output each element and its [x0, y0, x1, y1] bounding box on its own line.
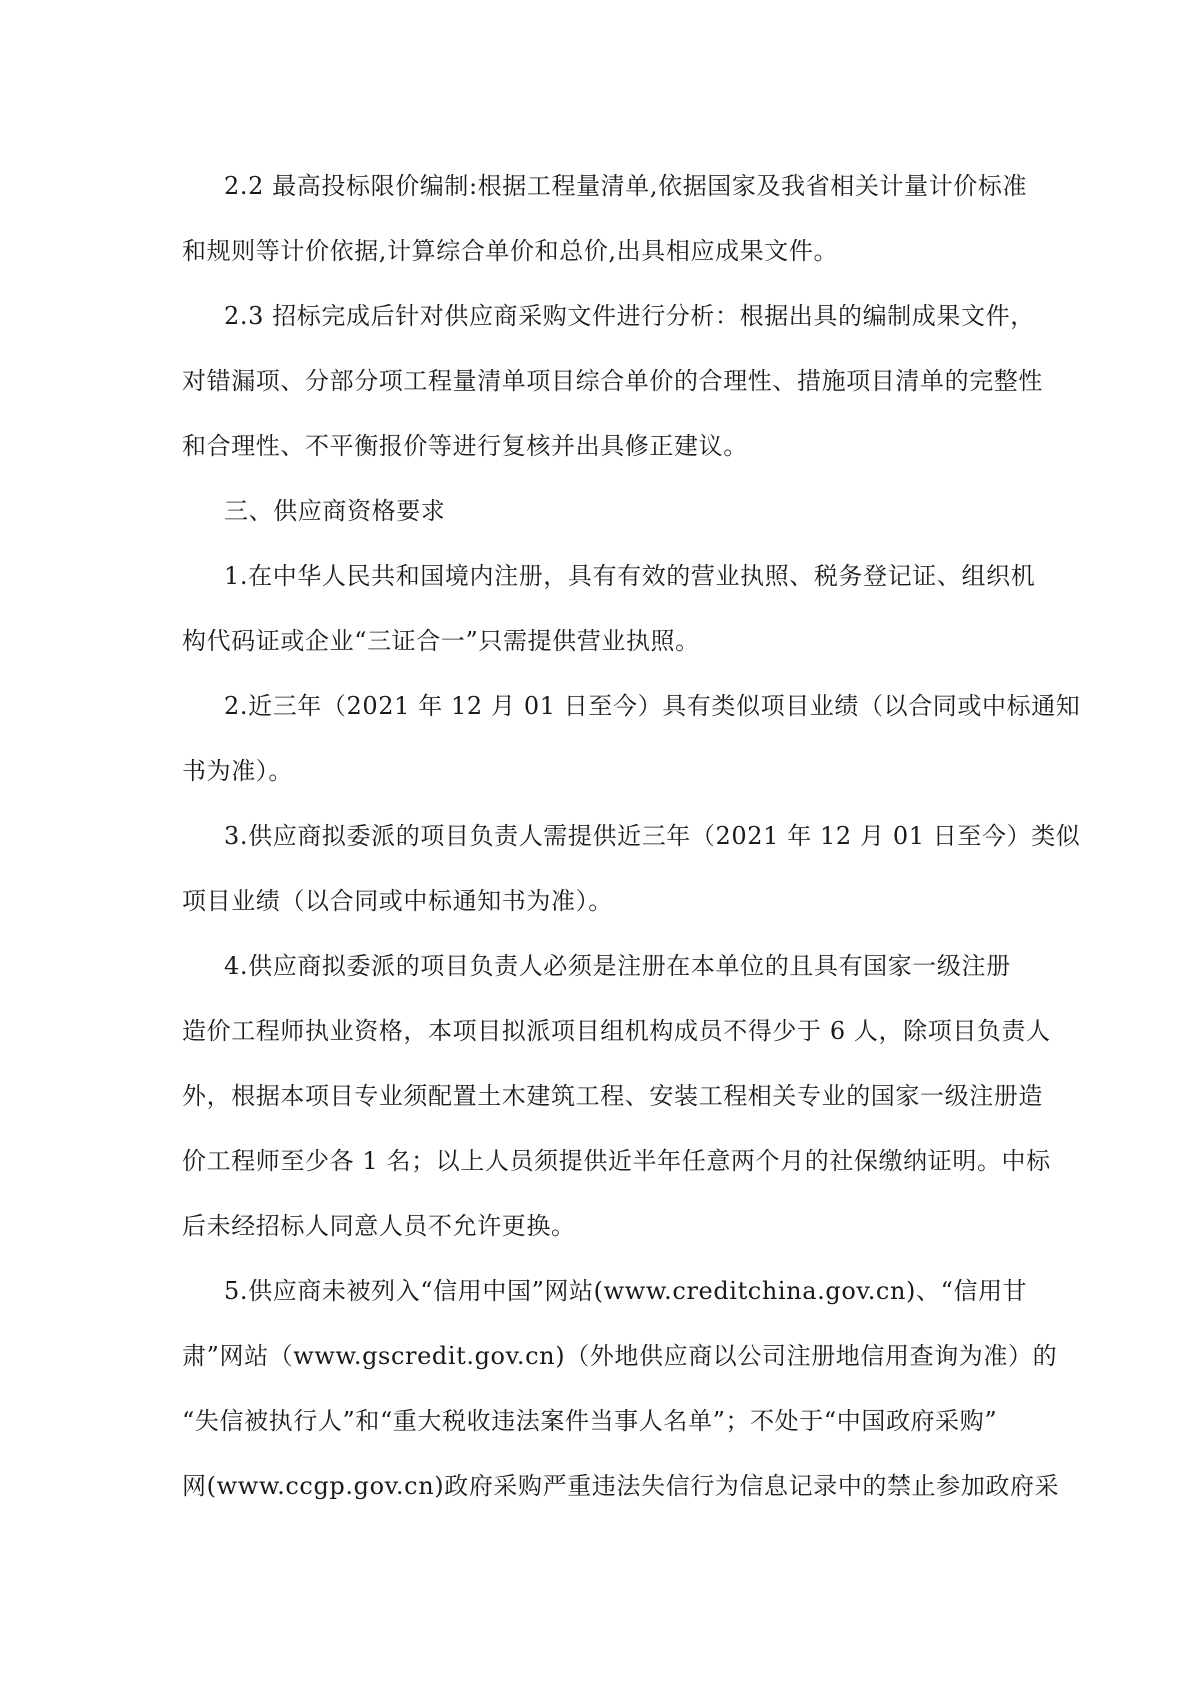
text-line: 构代码证或企业“三证合一”只需提供营业执照。 — [182, 627, 700, 655]
text-line: 项目业绩（以合同或中标通知书为准）。 — [182, 887, 613, 915]
text-line: 外，根据本项目专业须配置土木建筑工程、安装工程相关专业的国家一级注册造 — [182, 1082, 1043, 1110]
text-line: 网(www.ccgp.gov.cn)政府采购严重违法失信行为信息记录中的禁止参加政府采 — [182, 1472, 1060, 1500]
text-line: “失信被执行人”和“重大税收违法案件当事人名单”；不处于“中国政府采购” — [182, 1407, 998, 1435]
text-line: 2.3 招标完成后针对供应商采购文件进行分析：根据出具的编制成果文件， — [224, 302, 1035, 330]
text-line: 4.供应商拟委派的项目负责人必须是注册在本单位的且具有国家一级注册 — [224, 952, 1011, 980]
text-line: 2.2 最高投标限价编制:根据工程量清单,依据国家及我省相关计量计价标准 — [224, 172, 1028, 200]
text-line: 后未经招标人同意人员不允许更换。 — [182, 1212, 576, 1240]
text-line: 对错漏项、分部分项工程量清单项目综合单价的合理性、措施项目清单的完整性 — [182, 367, 1043, 395]
text-line: 书为准）。 — [182, 757, 293, 785]
section-heading: 三、供应商资格要求 — [224, 497, 446, 525]
text-line: 价工程师至少各 1 名；以上人员须提供近半年任意两个月的社保缴纳证明。中标 — [182, 1147, 1051, 1175]
text-line: 造价工程师执业资格，本项目拟派项目组机构成员不得少于 6 人，除项目负责人 — [182, 1017, 1051, 1045]
text-line: 和规则等计价依据,计算综合单价和总价,出具相应成果文件。 — [182, 237, 839, 265]
text-line: 3.供应商拟委派的项目负责人需提供近三年（2021 年 12 月 01 日至今）类似 — [224, 822, 1081, 850]
text-line: 1.在中华人民共和国境内注册，具有有效的营业执照、税务登记证、组织机 — [224, 562, 1036, 590]
text-line: 肃”网站（www.gscredit.gov.cn)（外地供应商以公司注册地信用查询为准）的 — [182, 1342, 1058, 1370]
text-line: 2.近三年（2021 年 12 月 01 日至今）具有类似项目业绩（以合同或中标通知 — [224, 692, 1081, 720]
text-line: 5.供应商未被列入“信用中国”网站(www.creditchina.gov.cn)、“信用甘 — [224, 1277, 1028, 1305]
text-line: 和合理性、不平衡报价等进行复核并出具修正建议。 — [182, 432, 748, 460]
